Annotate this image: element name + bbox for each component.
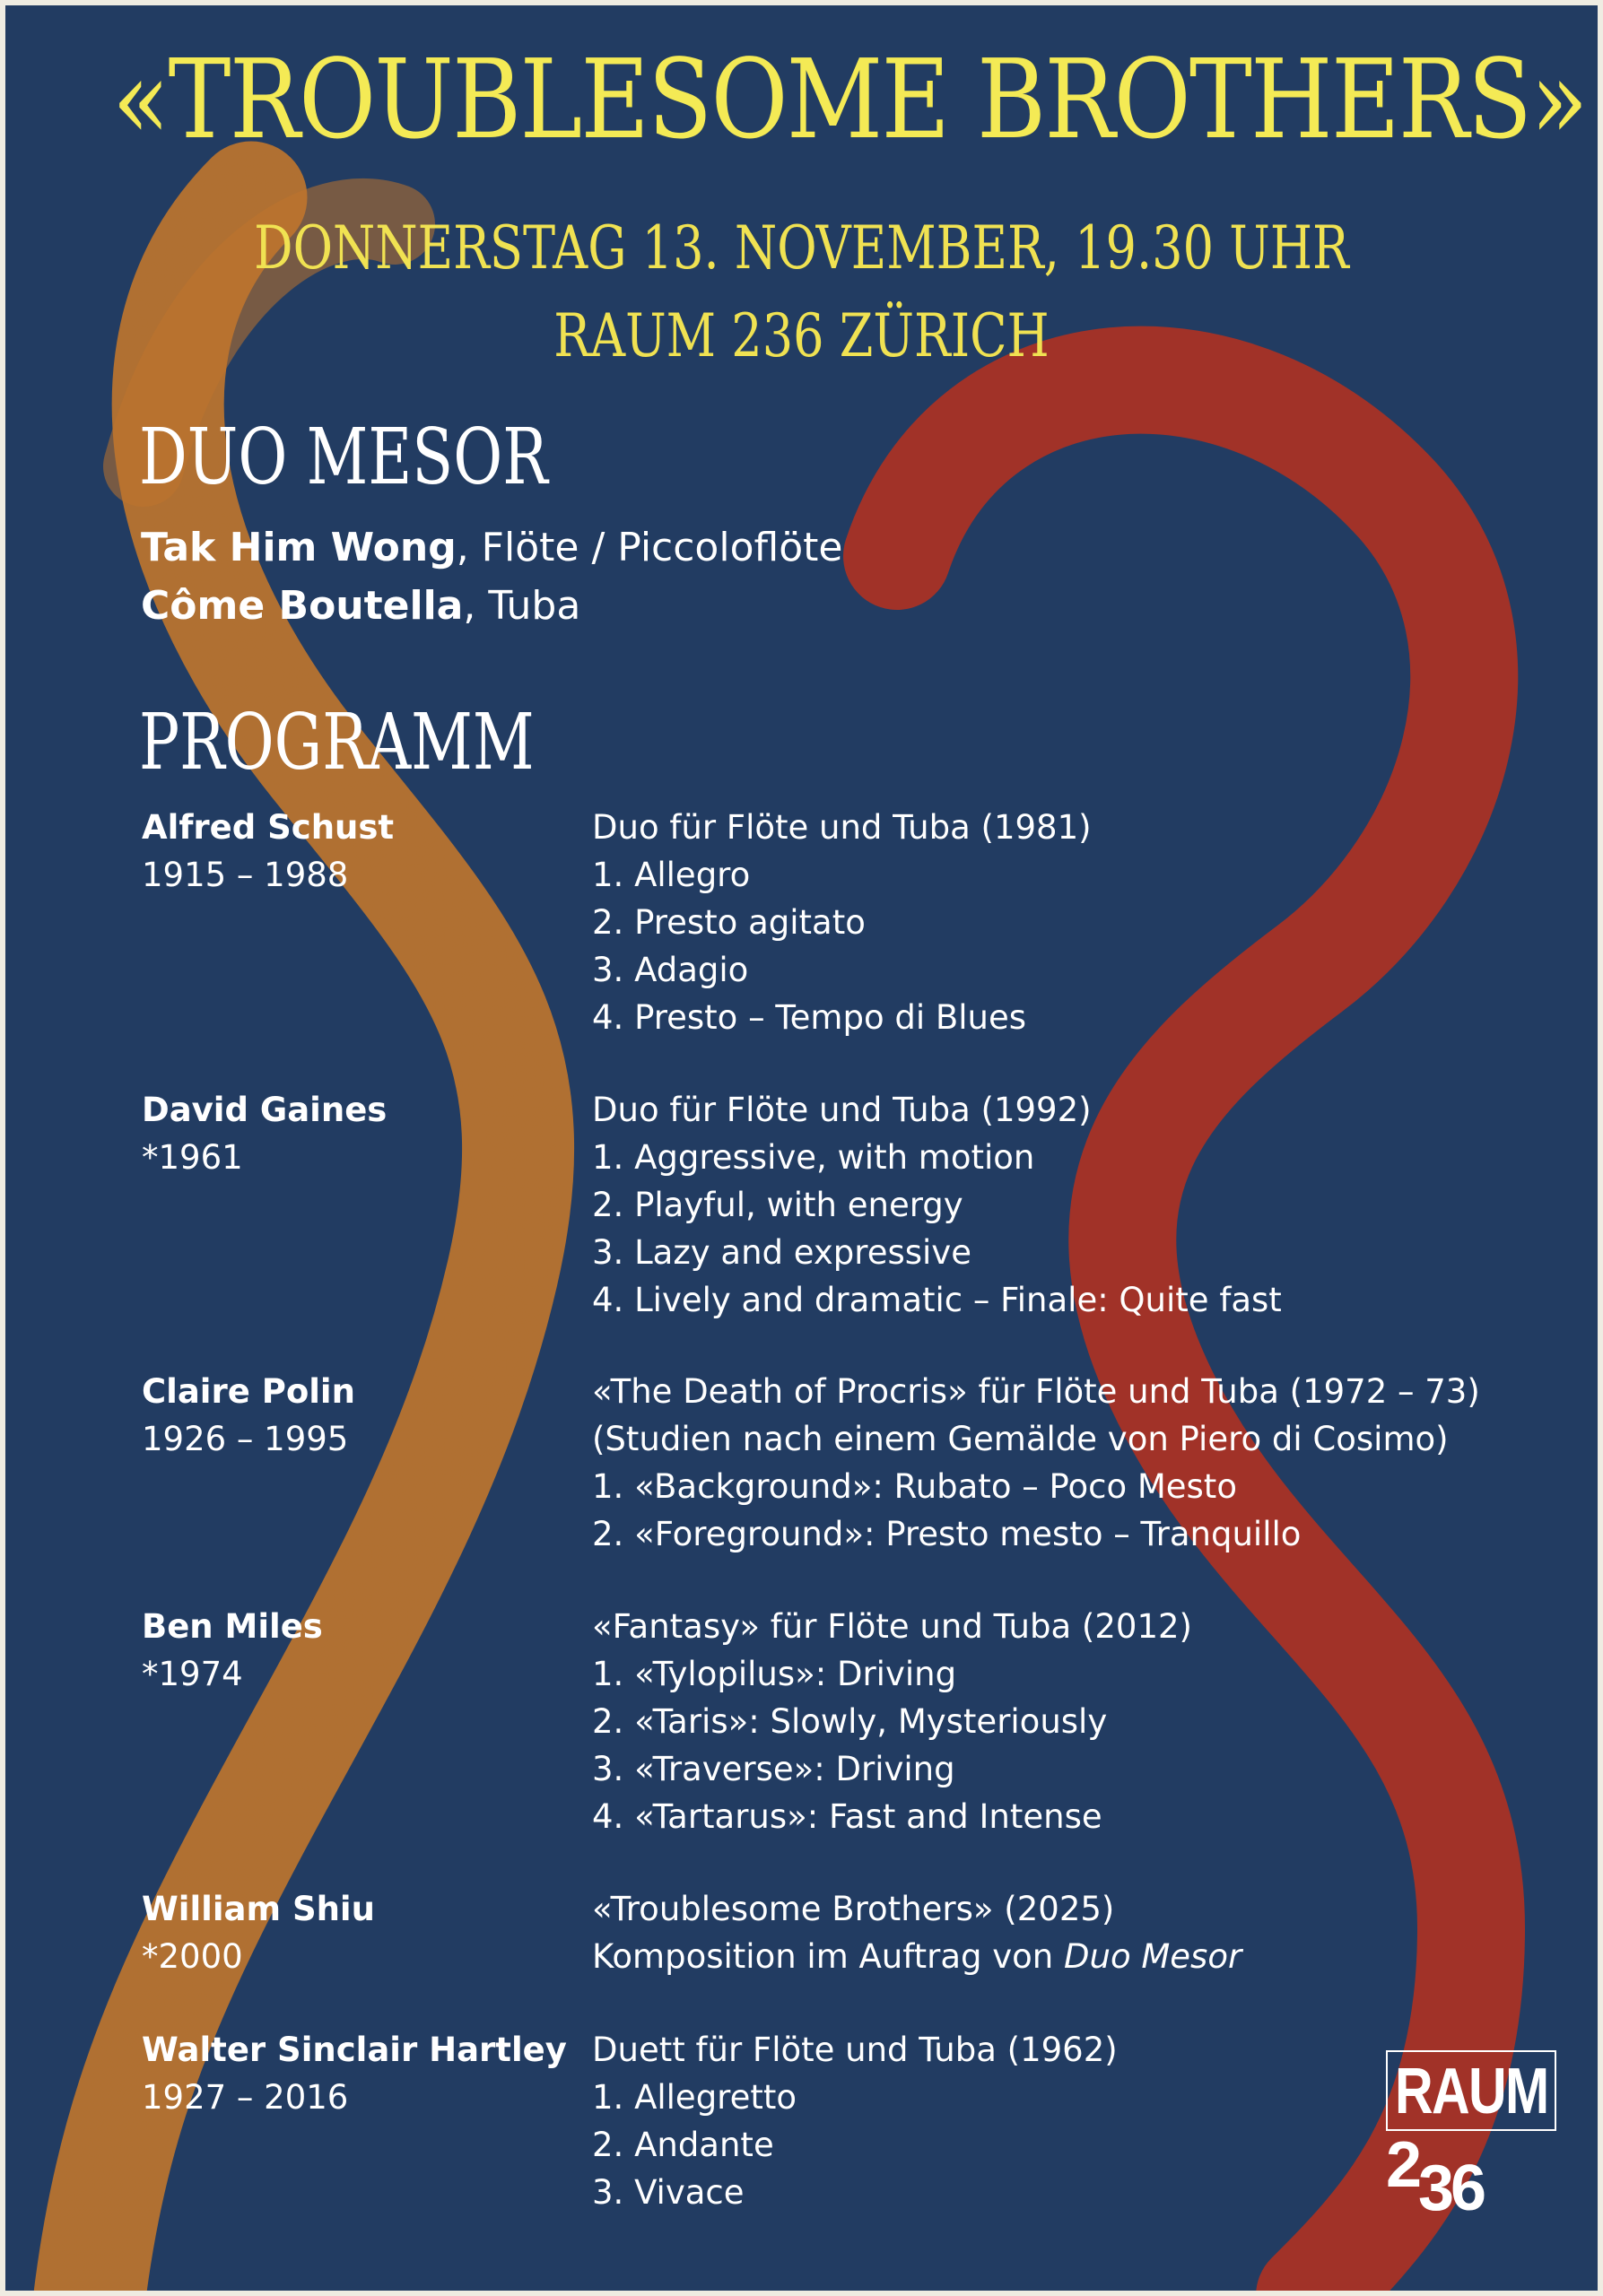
work-line: 4. Presto – Tempo di Blues	[592, 998, 1027, 1037]
work-line: 1. Allegretto	[592, 2078, 797, 2117]
event-venue: RAUM 236 ZÜRICH	[553, 301, 1050, 370]
logo-word: RAUM	[1395, 2056, 1548, 2127]
work-line: 2. «Taris»: Slowly, Mysteriously	[592, 1702, 1108, 1741]
event-title: «TROUBLESOME BROTHERS»	[112, 36, 1587, 163]
work-line: 2. Andante	[592, 2126, 774, 2164]
composer-dates: *1974	[142, 1655, 243, 1693]
work-list	[592, 1603, 1192, 1840]
work-line: 1. «Tylopilus»: Driving	[592, 1655, 957, 1693]
work-line: 3. Adagio	[592, 951, 749, 989]
duo-heading: DUO MESOR	[139, 413, 548, 502]
work-line: (Studien nach einem Gemälde von Piero di Cosimo)	[592, 1420, 1449, 1458]
raum-236-logo	[1386, 2050, 1556, 2230]
work-line: 1. Allegro	[592, 856, 751, 894]
programm-heading: PROGRAMM	[139, 698, 535, 787]
logo-number-36: 36	[1418, 2152, 1484, 2224]
composer-info	[142, 1603, 323, 1698]
composer-dates: 1926 – 1995	[142, 1420, 349, 1458]
composer-name: Ben Miles	[142, 1607, 323, 1646]
performer-instrument: , Flöte / Piccoloflöte	[456, 525, 843, 570]
event-date: DONNERSTAG 13. NOVEMBER, 19.30 UHR	[254, 213, 1349, 283]
work-line: 1. «Background»: Rubato – Poco Mesto	[592, 1467, 1237, 1506]
work-line: 4. Lively and dramatic – Finale: Quite fast	[592, 1281, 1282, 1319]
composer-name: Claire Polin	[142, 1372, 355, 1411]
work-list	[592, 2026, 1118, 2216]
performer-2	[141, 583, 580, 629]
work-line: 3. Vivace	[592, 2173, 745, 2212]
performer-name: Tak Him Wong	[141, 525, 457, 570]
commission-prefix: Komposition im Auftrag von	[592, 1937, 1065, 1976]
work-line: «Fantasy» für Flöte und Tuba (2012)	[592, 1607, 1192, 1646]
composer-info	[142, 1368, 355, 1463]
performer-instrument: , Tuba	[463, 583, 581, 629]
composer-dates: *1961	[142, 1138, 243, 1177]
composer-dates: *2000	[142, 1937, 243, 1976]
work-line: 1. Aggressive, with motion	[592, 1138, 1035, 1177]
composer-info	[142, 804, 394, 899]
composer-info	[142, 1086, 387, 1181]
work-line: Duo für Flöte und Tuba (1981)	[592, 808, 1092, 847]
work-line: Duett für Flöte und Tuba (1962)	[592, 2031, 1118, 2069]
work-line: 3. «Traverse»: Driving	[592, 1750, 955, 1788]
composer-dates: 1927 – 2016	[142, 2078, 349, 2117]
work-line: 2. Presto agitato	[592, 903, 866, 942]
work-line: 2. «Foreground»: Presto mesto – Tranquillo	[592, 1515, 1302, 1553]
work-line: «The Death of Procris» für Flöte und Tuba (1972 – 73)	[592, 1372, 1480, 1411]
work-list	[592, 804, 1092, 1041]
work-line: 4. «Tartarus»: Fast and Intense	[592, 1797, 1102, 1836]
composer-name: Walter Sinclair Hartley	[142, 2031, 567, 2069]
composer-name: William Shiu	[142, 1890, 375, 1928]
commission-line	[592, 1933, 1241, 1980]
work-line: 2. Playful, with energy	[592, 1186, 963, 1224]
composer-name: Alfred Schust	[142, 808, 395, 847]
composer-info	[142, 1885, 375, 1980]
commission-name: Duo Mesor	[1064, 1937, 1242, 1976]
performer-1	[141, 525, 842, 570]
work-list	[592, 1885, 1241, 1980]
work-line: Duo für Flöte und Tuba (1992)	[592, 1091, 1092, 1129]
work-list	[592, 1086, 1282, 1324]
logo-number-2: 2	[1386, 2129, 1423, 2201]
work-line: «Troublesome Brothers» (2025)	[592, 1890, 1115, 1928]
composer-info	[142, 2026, 567, 2121]
work-line: 3. Lazy and expressive	[592, 1233, 971, 1272]
performer-name: Côme Boutella	[141, 583, 464, 629]
composer-name: David Gaines	[142, 1091, 388, 1129]
work-list	[592, 1368, 1480, 1558]
composer-dates: 1915 – 1988	[142, 856, 349, 894]
